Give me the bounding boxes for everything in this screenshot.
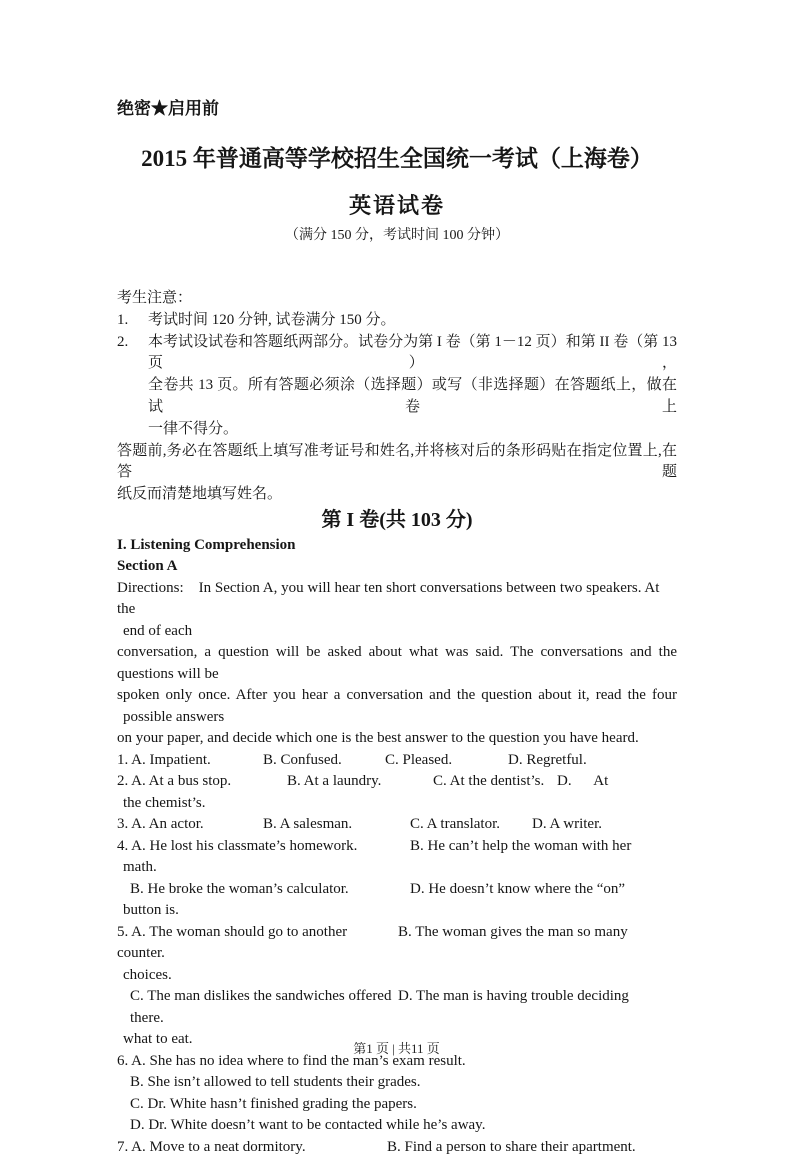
directions-line: conversation, a question will be asked about what was said. The conversations and the — [117, 644, 677, 661]
part-heading: I. Listening Comprehension — [117, 536, 296, 553]
list-number: 1. — [117, 311, 129, 328]
option-cell: D. A writer. — [532, 816, 602, 833]
option-cell: B. Find a person to share their apartment. — [387, 1138, 636, 1155]
option-cell: C. At the dentist’s. — [433, 773, 545, 790]
question-7 — [117, 1137, 677, 1158]
notice-heading: 考生注意： — [117, 290, 193, 306]
directions-line: possible answers — [123, 708, 225, 725]
list-text: 考试时间 120 分钟, 试卷满分 150 分。 — [148, 311, 396, 328]
question-6: 6. A. She has no idea where to find the man’s exam result. — [117, 1052, 466, 1069]
directions-line: end of each — [123, 622, 193, 639]
question-4-cont: math. — [123, 859, 157, 876]
option-cell: D. At — [557, 773, 609, 790]
page-footer: 第1 页 | 共11 页 — [353, 1041, 440, 1056]
option-cell: C. The man dislikes the sandwiches offered there. — [130, 988, 396, 1026]
paper-subtitle: 英语试卷 — [348, 193, 445, 218]
question-2 — [117, 771, 677, 793]
option-cell: D. The man is having trouble deciding — [398, 988, 629, 1005]
question-6-option: C. Dr. White hasn’t finished grading the papers. — [130, 1095, 417, 1112]
question-4-options — [117, 879, 677, 901]
option-cell: 1. A. Impatient. — [117, 751, 211, 768]
score-note: （满分 150 分，考试时间 100 分钟） — [285, 228, 509, 243]
section-a-heading: Section A — [117, 558, 178, 575]
page-title: 2015 年普通高等学校招生全国统一考试（上海卷） — [141, 146, 653, 171]
notice-item-2-cont: 全卷共 13 页。所有答题必须涂（选择题）或写（非选择题）在答题纸上，做在试卷上 — [148, 377, 677, 415]
option-cell: 3. A. An actor. — [117, 816, 204, 833]
option-cell: D. He doesn’t know where the “on” — [410, 880, 626, 897]
option-cell: B. He broke the woman’s calculator. — [130, 880, 349, 897]
notice-item-1 — [117, 310, 677, 332]
option-cell: B. Confused. — [263, 751, 342, 768]
notice-item-2 — [117, 332, 677, 376]
notice-note: 答题前,务必在答题纸上填写准考证号和姓名,并将核对后的条形码贴在指定位置上,在答题 — [117, 442, 677, 481]
question-3 — [117, 814, 677, 836]
option-cell: 5. A. The woman should go to another counter. — [117, 923, 351, 962]
question-4-cont: button is. — [123, 902, 179, 919]
question-1 — [117, 750, 677, 772]
option-cell: B. The woman gives the man so many — [398, 923, 628, 940]
question-4 — [117, 836, 677, 858]
notice-note-cont: 纸反而清楚地填写姓名。 — [117, 486, 283, 503]
directions-line: Directions: In Section A, you will hear ten short conversations between two speakers. At the — [117, 579, 664, 618]
question-6-option: B. She isn’t allowed to tell students their grades. — [130, 1074, 421, 1091]
question-2-cont: the chemist’s. — [123, 794, 206, 811]
option-cell: 7. A. Move to a neat dormitory. — [117, 1138, 306, 1155]
option-cell: C. Pleased. — [385, 751, 453, 768]
question-5-cont: choices. — [123, 966, 172, 983]
document-body — [117, 288, 677, 1158]
secret-label: 绝密★启用前 — [117, 99, 219, 118]
option-cell: B. A salesman. — [263, 816, 353, 833]
notice-item-2-cont: 一律不得分。 — [148, 420, 239, 437]
option-cell: 2. A. At a bus stop. — [117, 773, 232, 790]
question-5 — [117, 922, 677, 965]
list-number: 2. — [117, 333, 129, 350]
option-cell: 4. A. He lost his classmate’s homework. — [117, 837, 358, 854]
directions-line: on your paper, and decide which one is the best answer to the question you have heard. — [117, 730, 639, 747]
volume-heading: 第 I 卷(共 103 分) — [321, 508, 473, 531]
question-5-options — [117, 986, 677, 1029]
list-text: 本考试设试卷和答题纸两部分。试卷分为第 I 卷（第 1－12 页）和第 II 卷（第 13 页）， — [148, 333, 677, 372]
directions-line: questions will be — [117, 665, 219, 682]
option-cell: D. Regretful. — [508, 751, 587, 768]
option-cell: B. At a laundry. — [287, 773, 382, 790]
option-cell: B. He can’t help the woman with her — [410, 837, 632, 854]
question-5-cont: what to eat. — [123, 1031, 193, 1048]
directions-line: spoken only once. After you hear a conversation and the question about it, read the four — [117, 687, 677, 704]
question-6-option: D. Dr. White doesn’t want to be contacted while he’s away. — [130, 1117, 486, 1134]
option-cell: C. A translator. — [410, 816, 500, 833]
